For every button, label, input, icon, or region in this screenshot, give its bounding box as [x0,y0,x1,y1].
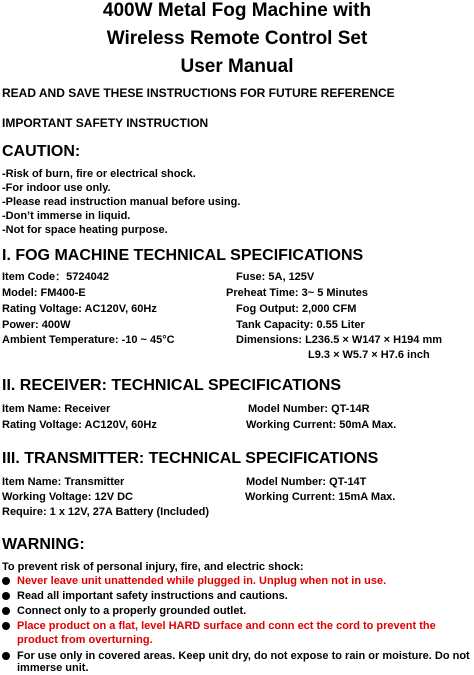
spec-item: Item Code：5724042 [2,271,109,283]
warning-item: Read all important safety instructions and cautions. [17,590,288,602]
warning-item: product from overturning. [17,634,153,646]
warning-item: For use only in covered areas. Keep unit dry, do not expose to rain or moisture. Do not [17,650,470,662]
spec-item: Fuse: 5A, 125V [236,271,315,283]
spec-item: Item Name: Receiver [2,403,111,415]
spec-item: L9.3 × W5.7 × H7.6 inch [308,349,430,361]
caution-item: -Don’t immerse in liquid. [2,210,131,222]
spec-item: Ambient Temperature: -10 ~ 45°C [2,334,175,346]
bullet-icon [2,607,10,615]
bullet-icon [2,577,10,585]
fog-machine-specs-heading: I. FOG MACHINE TECHNICAL SPECIFICATIONS [2,247,364,264]
spec-item: Working Voltage: 12V DC [2,491,134,503]
spec-item: Rating Voltage: AC120V, 60Hz [2,419,157,431]
spec-item: Require: 1 x 12V, 27A Battery (Included) [2,506,210,518]
important-safety-heading: IMPORTANT SAFETY INSTRUCTION [2,116,209,130]
spec-item: Rating Voltage: AC120V, 60Hz [2,303,157,315]
spec-item: Power: 400W [2,319,71,331]
bullet-icon [2,622,10,630]
spec-item: Model Number: QT-14R [248,403,370,415]
transmitter-specs-heading: III. TRANSMITTER: TECHNICAL SPECIFICATIONS [2,450,379,467]
warning-item: Place product on a flat, level HARD surface and conn ect the cord to prevent the [17,620,436,632]
spec-item: Model: FM400-E [2,287,86,299]
bullet-icon [2,652,10,660]
caution-item: -Please read instruction manual before using. [2,196,241,208]
warning-intro: To prevent risk of personal injury, fire, and electric shock: [2,561,304,573]
spec-item: Working Current: 50mA Max. [246,419,397,431]
warning-heading: WARNING: [2,536,85,553]
warning-item: immerse unit. [17,662,89,674]
caution-item: -Risk of burn, fire or electrical shock. [2,168,196,180]
warning-item: Connect only to a properly grounded outlet. [17,605,247,617]
spec-item: Model Number: QT-14T [246,476,367,488]
spec-item: Tank Capacity: 0.55 Liter [236,319,365,331]
caution-heading: CAUTION: [2,143,81,160]
caution-item: -For indoor use only. [2,182,111,194]
spec-item: Fog Output: 2,000 CFM [236,303,357,315]
spec-item: Working Current: 15mA Max. [245,491,396,503]
title-line-2: Wireless Remote Control Set [106,28,368,49]
warning-item: Never leave unit unattended while plugged in. Unplug when not in use. [17,575,387,587]
bullet-icon [2,592,10,600]
spec-item: Dimensions: L236.5 × W147 × H194 mm [236,334,443,346]
read-save-notice: READ AND SAVE THESE INSTRUCTIONS FOR FUTURE REFERENCE [2,86,395,100]
spec-item: Item Name: Transmitter [2,476,125,488]
title-line-3: User Manual [180,56,294,77]
receiver-specs-heading: II. RECEIVER: TECHNICAL SPECIFICATIONS [2,377,341,394]
caution-item: -Not for space heating purpose. [2,224,168,236]
title-line-1: 400W Metal Fog Machine with [102,0,372,21]
spec-item: Preheat Time: 3~ 5 Minutes [226,287,368,299]
